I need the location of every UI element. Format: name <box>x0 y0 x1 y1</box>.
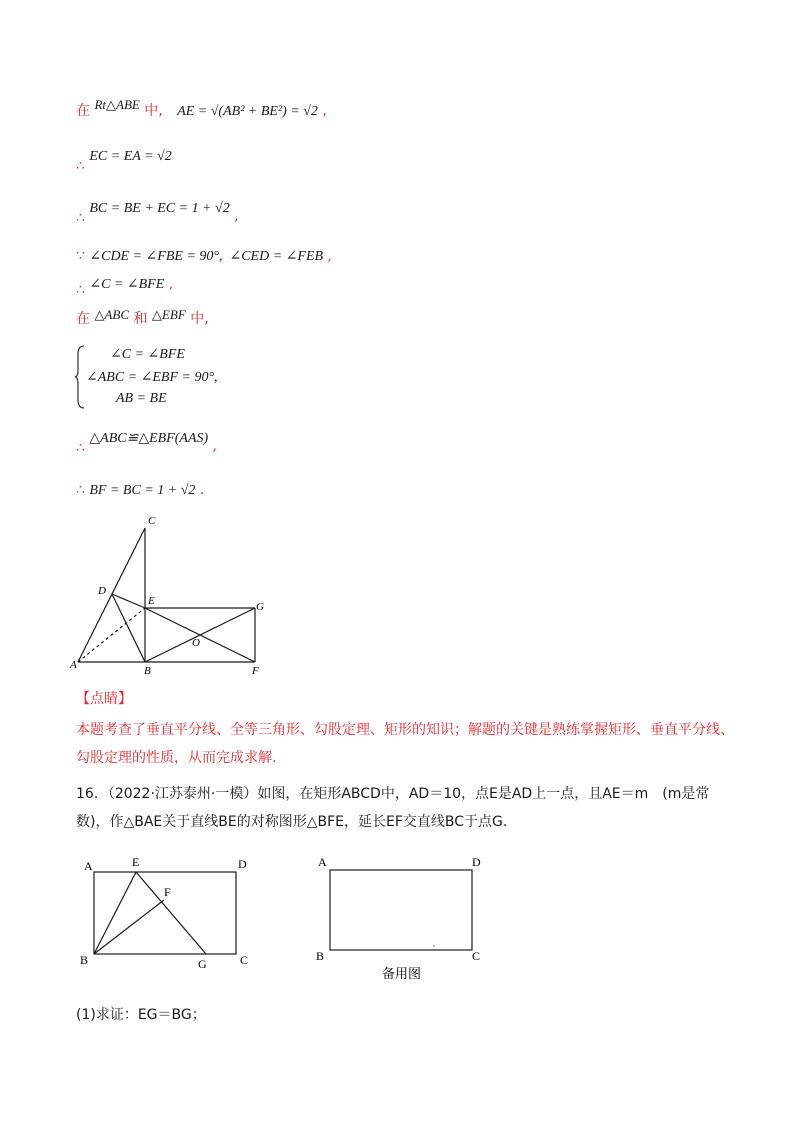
solution-line-3 <box>76 200 239 226</box>
math-formula: AE = √(AB² + BE²) = √2 <box>177 104 318 119</box>
label-a: A <box>70 659 77 671</box>
system-eq-2: ∠ABC = ∠EBF = 90°, <box>86 370 218 385</box>
system-eq-1: ∠C = ∠BFE <box>110 347 185 362</box>
label-g: G <box>256 601 264 613</box>
text-end: , <box>168 276 174 292</box>
system-eq-3: AB = BE <box>116 391 167 406</box>
label-b: B <box>144 665 151 677</box>
label-e: E <box>148 595 155 607</box>
label-c: C <box>148 515 156 527</box>
comment-heading: 【点睛】 <box>76 691 132 707</box>
label-g: G <box>198 957 207 971</box>
label-a: A <box>318 855 327 869</box>
figure-caption: 备用图 <box>382 967 422 982</box>
left-brace-icon <box>74 344 86 410</box>
text-mid: 中, <box>144 103 163 119</box>
math-formula: EC = EA = √2 <box>89 149 172 164</box>
label-f: F <box>164 885 171 899</box>
equation-system <box>74 344 234 410</box>
geometry-figure-1 <box>68 510 278 680</box>
text-end: 中, <box>190 311 209 327</box>
label-b: B <box>80 953 89 967</box>
math-formula: ∠CDE = ∠FBE = 90°, ∠CED = ∠FEB <box>89 249 324 264</box>
text-end: , <box>327 248 332 264</box>
label-d: D <box>98 585 106 597</box>
label-d: D <box>238 857 247 871</box>
problem-16-text: 16．（2022·江苏泰州·一模）如图，在矩形ABCD中，AD＝10，点E是AD上一点，且AE＝m (m是常数)，作△BAE关于直线BE的对称图形△BFE，延长EF交直线BC于点G. <box>76 786 710 830</box>
therefore-symbol: ∴ <box>76 210 85 226</box>
label-a: A <box>84 859 93 873</box>
because-symbol: ∵ <box>76 248 85 264</box>
therefore-symbol: ∴ <box>76 282 85 298</box>
label-b: B <box>316 949 325 963</box>
math-formula: ∠C = ∠BFE <box>89 277 165 292</box>
label-c: C <box>472 949 481 963</box>
solution-line-5 <box>76 276 174 298</box>
therefore-symbol: ∴ <box>76 482 85 498</box>
math-formula: BF = BC = 1 + √2 <box>89 483 196 498</box>
solution-line-2 <box>76 148 172 174</box>
solution-line-6 <box>76 308 209 328</box>
label-d: D <box>472 855 481 869</box>
therefore-symbol: ∴ <box>76 158 85 174</box>
label-c: C <box>240 953 249 967</box>
solution-line-7 <box>76 430 218 456</box>
comment-text: 本题考查了垂直平分线、全等三角形、勾股定理、矩形的知识；解题的关键是熟练掌握矩形、垂直平分线、勾股定理的性质，从而完成求解. <box>76 722 734 766</box>
label-e: E <box>132 855 140 869</box>
geometry-figure-2 <box>76 852 256 972</box>
question-1: (1)求证：EG＝BG； <box>76 1007 206 1023</box>
geometry-figure-3 <box>306 852 502 986</box>
label-o: O <box>192 637 200 649</box>
math-triangle-1: △ABC <box>94 307 130 322</box>
solution-line-4 <box>76 248 332 265</box>
text-prefix: 在 <box>76 311 90 327</box>
therefore-symbol: ∴ <box>76 440 85 456</box>
math-triangle: Rt△ABE <box>94 97 140 112</box>
text-end: , <box>234 208 239 224</box>
text-end: , <box>322 103 327 119</box>
text-and: 和 <box>133 311 148 327</box>
solution-line-8 <box>76 482 204 499</box>
text-end: . <box>199 482 205 498</box>
math-formula: △ABC≌△EBF(AAS) <box>89 431 209 446</box>
math-formula: BC = BE + EC = 1 + √2 <box>89 201 230 216</box>
text-prefix: 在 <box>76 103 90 119</box>
math-triangle-2: △EBF <box>151 307 186 322</box>
label-f: F <box>252 665 259 677</box>
solution-line-1 <box>76 97 327 120</box>
text-end: , <box>212 438 218 454</box>
